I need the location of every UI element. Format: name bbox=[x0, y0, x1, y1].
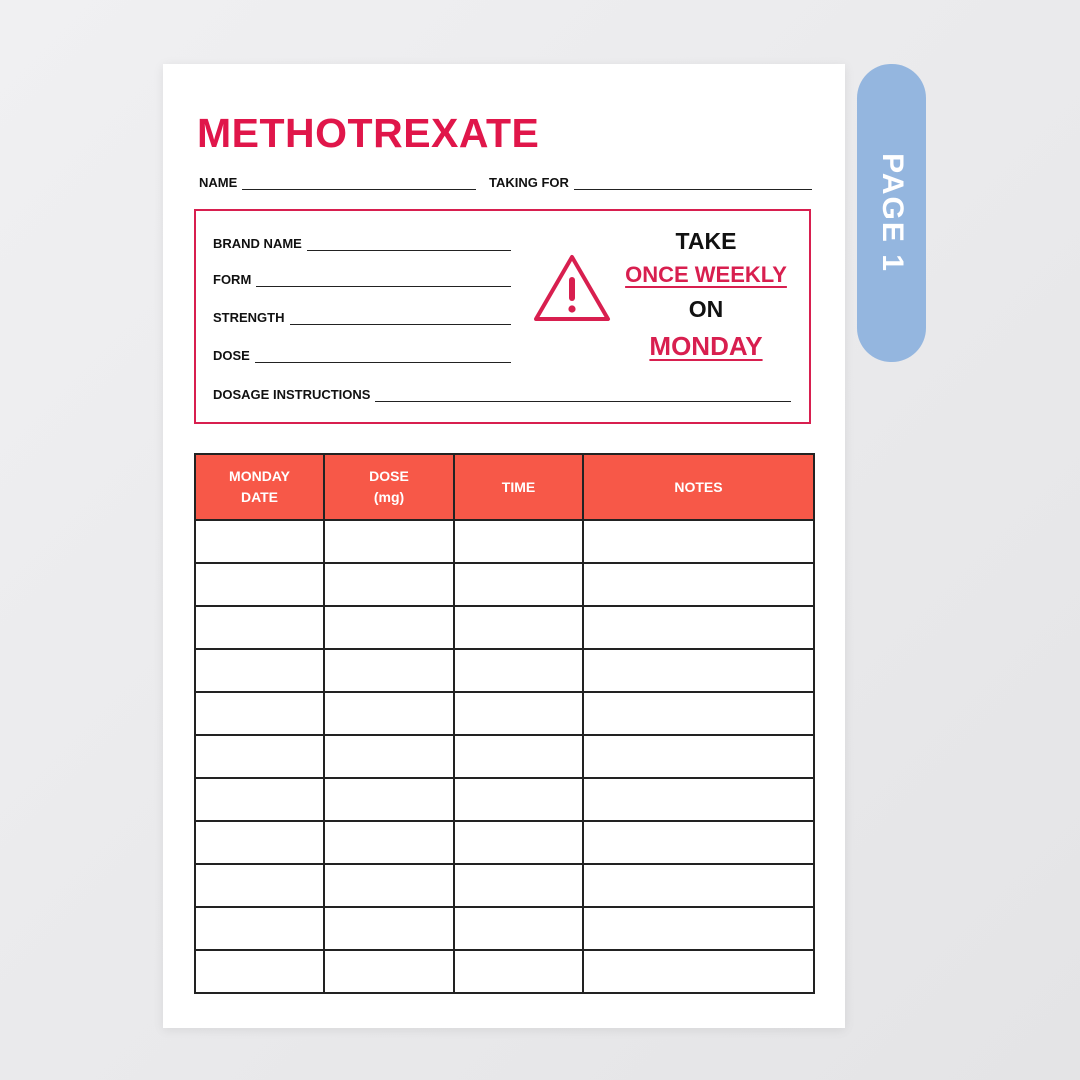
strength-line[interactable] bbox=[290, 314, 512, 325]
dose-line[interactable] bbox=[255, 352, 511, 363]
table-cell[interactable] bbox=[454, 821, 583, 864]
taking-for-line[interactable] bbox=[574, 179, 812, 190]
table-cell[interactable] bbox=[324, 520, 454, 563]
name-label: NAME bbox=[199, 175, 238, 190]
table-cell[interactable] bbox=[583, 907, 814, 950]
table-cell[interactable] bbox=[454, 606, 583, 649]
col-header bbox=[324, 454, 454, 520]
brand-name-field[interactable] bbox=[213, 236, 511, 251]
table-cell[interactable] bbox=[454, 520, 583, 563]
table-cell[interactable] bbox=[324, 950, 454, 993]
table-cell[interactable] bbox=[195, 778, 324, 821]
table-row bbox=[195, 735, 814, 778]
table-cell[interactable] bbox=[583, 778, 814, 821]
col-header-monday-date: MONDAY DATE bbox=[229, 468, 290, 505]
table-cell[interactable] bbox=[454, 950, 583, 993]
table-row bbox=[195, 606, 814, 649]
table-cell[interactable] bbox=[324, 778, 454, 821]
table-row bbox=[195, 864, 814, 907]
form-label: FORM bbox=[213, 272, 252, 287]
strength-label: STRENGTH bbox=[213, 310, 285, 325]
table-cell[interactable] bbox=[454, 692, 583, 735]
table-cell[interactable] bbox=[324, 563, 454, 606]
table-cell[interactable] bbox=[324, 735, 454, 778]
form-line[interactable] bbox=[256, 276, 511, 287]
dosage-instructions-field[interactable] bbox=[213, 387, 791, 402]
table-row bbox=[195, 821, 814, 864]
table-header-row bbox=[195, 454, 814, 520]
name-field[interactable] bbox=[199, 175, 476, 190]
table-cell[interactable] bbox=[324, 606, 454, 649]
take-label: TAKE bbox=[675, 228, 737, 254]
table-cell[interactable] bbox=[195, 735, 324, 778]
form-field[interactable] bbox=[213, 272, 511, 287]
table-cell[interactable] bbox=[583, 864, 814, 907]
col-header bbox=[583, 454, 814, 520]
dose-field[interactable] bbox=[213, 348, 511, 363]
table-cell[interactable] bbox=[195, 950, 324, 993]
page-tab-label: PAGE 1 bbox=[875, 153, 909, 273]
table-cell[interactable] bbox=[195, 563, 324, 606]
brand-name-line[interactable] bbox=[307, 240, 511, 251]
frequency-label: ONCE WEEKLY bbox=[625, 262, 787, 287]
table-cell[interactable] bbox=[324, 907, 454, 950]
dosage-instructions-label: DOSAGE INSTRUCTIONS bbox=[213, 387, 371, 402]
table-cell[interactable] bbox=[454, 649, 583, 692]
table-cell[interactable] bbox=[583, 692, 814, 735]
table-cell[interactable] bbox=[454, 778, 583, 821]
table-cell[interactable] bbox=[454, 864, 583, 907]
page-title: METHOTREXATE bbox=[197, 110, 540, 156]
warning-icon bbox=[532, 253, 612, 325]
col-header-time: TIME bbox=[501, 478, 536, 495]
table-cell[interactable] bbox=[324, 649, 454, 692]
col-header-notes: NOTES bbox=[674, 478, 723, 495]
table-cell[interactable] bbox=[195, 907, 324, 950]
table-row bbox=[195, 520, 814, 563]
table-row bbox=[195, 649, 814, 692]
table-cell[interactable] bbox=[454, 907, 583, 950]
table-cell[interactable] bbox=[324, 864, 454, 907]
col-header bbox=[195, 454, 324, 520]
dose-label: DOSE bbox=[213, 348, 250, 363]
table-cell[interactable] bbox=[583, 735, 814, 778]
table-cell[interactable] bbox=[195, 606, 324, 649]
table-row bbox=[195, 950, 814, 993]
table-cell[interactable] bbox=[454, 735, 583, 778]
table-cell[interactable] bbox=[583, 821, 814, 864]
col-header-dose: DOSE (mg) bbox=[369, 468, 409, 505]
table-row bbox=[195, 778, 814, 821]
taking-for-field[interactable] bbox=[489, 175, 812, 190]
table-cell[interactable] bbox=[583, 950, 814, 993]
table-row bbox=[195, 907, 814, 950]
table-cell[interactable] bbox=[583, 563, 814, 606]
day-label: MONDAY bbox=[649, 331, 763, 361]
page-tab bbox=[857, 64, 926, 362]
table-row bbox=[195, 563, 814, 606]
dose-log-table bbox=[194, 453, 815, 994]
table-cell[interactable] bbox=[195, 692, 324, 735]
brand-name-label: BRAND NAME bbox=[213, 236, 302, 251]
table-cell[interactable] bbox=[195, 649, 324, 692]
worksheet-page bbox=[163, 64, 845, 1028]
table-cell[interactable] bbox=[454, 563, 583, 606]
dosage-instructions-line[interactable] bbox=[375, 391, 791, 402]
taking-for-label: TAKING FOR bbox=[489, 175, 569, 190]
on-label: ON bbox=[688, 296, 724, 322]
strength-field[interactable] bbox=[213, 310, 511, 325]
table-cell[interactable] bbox=[195, 520, 324, 563]
table-row bbox=[195, 692, 814, 735]
table-cell[interactable] bbox=[583, 520, 814, 563]
table-cell[interactable] bbox=[195, 864, 324, 907]
medication-info-box bbox=[194, 209, 811, 424]
table-cell[interactable] bbox=[195, 821, 324, 864]
name-line[interactable] bbox=[242, 179, 476, 190]
table-cell[interactable] bbox=[583, 606, 814, 649]
col-header bbox=[454, 454, 583, 520]
table-cell[interactable] bbox=[583, 649, 814, 692]
table-cell[interactable] bbox=[324, 821, 454, 864]
table-cell[interactable] bbox=[324, 692, 454, 735]
